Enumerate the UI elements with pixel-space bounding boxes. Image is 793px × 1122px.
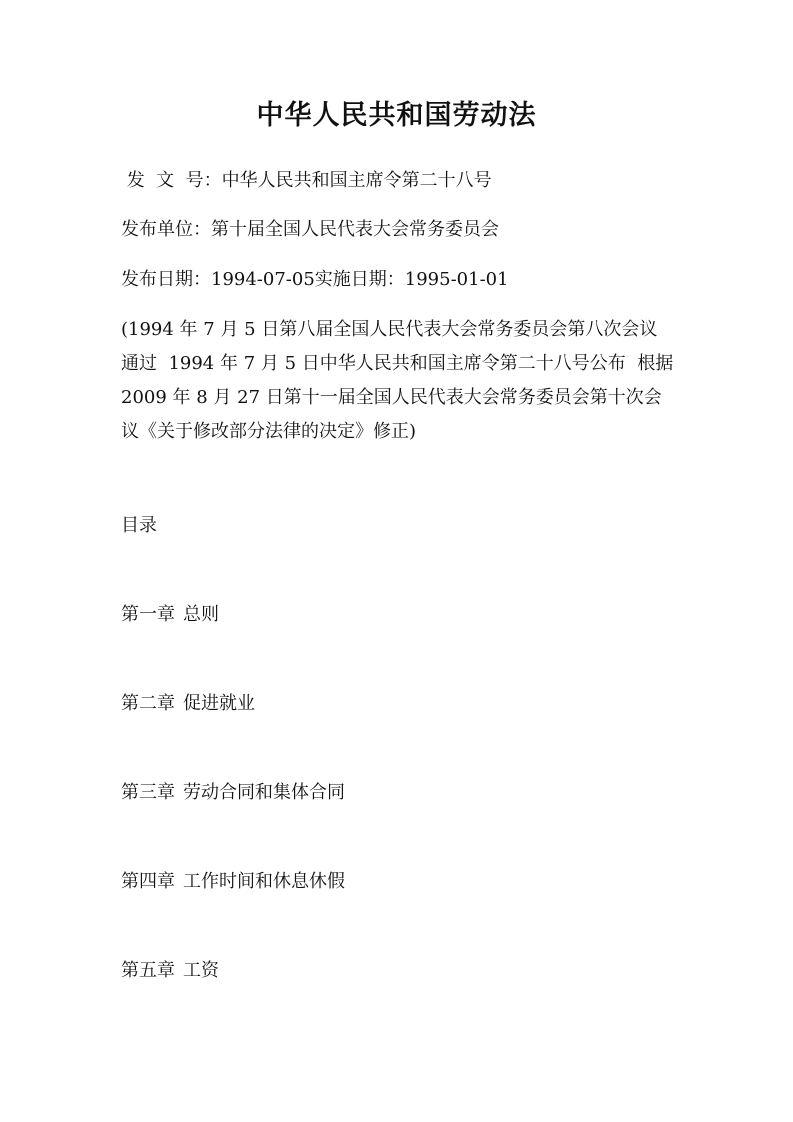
dates-line — [121, 265, 509, 291]
issuer-value: 第十届全国人民代表大会常务委员会 — [211, 219, 499, 240]
publish-date-label: 发布日期： — [121, 269, 211, 290]
chapter-name: 工作时间和休息休假 — [183, 871, 345, 892]
effective-date-label: 实施日期： — [314, 269, 405, 290]
amendment-note — [121, 313, 681, 449]
document-title: 中华人民共和国劳动法 — [256, 100, 537, 131]
chapter-number: 第二章 — [121, 693, 175, 714]
issue-number-value: 中华人民共和国主席令第二十八号 — [221, 170, 492, 191]
chapter-number: 第三章 — [121, 782, 175, 803]
amendment-note-line: 2009 年 8 月 27 日第十一届全国人民代表大会常务委员会第十次会 — [121, 387, 662, 408]
issuer-label: 发布单位： — [121, 219, 211, 240]
toc-chapter-5 — [121, 956, 219, 982]
issue-number-label: 发 文 号： — [121, 170, 222, 191]
toc-chapter-1 — [121, 600, 219, 626]
toc-chapter-3 — [121, 778, 345, 804]
issuer-line — [121, 215, 499, 241]
toc-title: 目录 — [121, 515, 157, 536]
publish-date-value: 1994-07-05 — [211, 269, 315, 290]
chapter-name: 工资 — [183, 960, 219, 981]
amendment-note-line: 议《关于修改部分法律的决定》修正) — [121, 421, 417, 442]
chapter-name: 促进就业 — [183, 693, 255, 714]
amendment-note-line: 通过 1994 年 7 月 5 日中华人民共和国主席令第二十八号公布 根据 — [121, 353, 674, 374]
issue-number-line — [121, 166, 492, 192]
toc-chapter-4 — [121, 867, 345, 893]
toc-chapter-2 — [121, 689, 255, 715]
amendment-note-line: (1994 年 7 月 5 日第八届全国人民代表大会常务委员会第八次会议 — [121, 319, 658, 340]
chapter-name: 劳动合同和集体合同 — [183, 782, 345, 803]
chapter-number: 第一章 — [121, 604, 175, 625]
effective-date-value: 1995-01-01 — [404, 269, 509, 290]
chapter-name: 总则 — [183, 604, 219, 625]
chapter-number: 第五章 — [121, 960, 175, 981]
chapter-number: 第四章 — [121, 871, 175, 892]
